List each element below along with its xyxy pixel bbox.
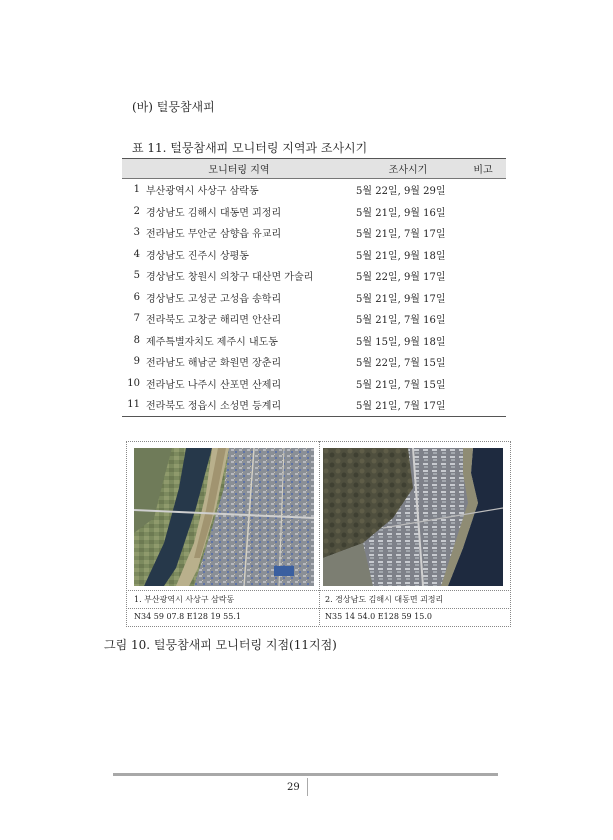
table-row (122, 394, 506, 416)
row-dates: 5월 15일, 9월 18일 (356, 336, 446, 348)
row-dates: 5월 22일, 7월 15일 (356, 358, 446, 370)
table-row (122, 373, 506, 395)
figure-caption: 그림 10. 털뭉참새피 모니터링 지점(11지점) (104, 638, 337, 652)
table-row (122, 265, 506, 287)
table-row (122, 201, 506, 223)
row-remark (460, 201, 506, 223)
table-row (122, 287, 506, 309)
row-remark (460, 244, 506, 266)
row-region: 전라북도 정읍시 소성면 등계리 (146, 394, 356, 416)
table-row (122, 351, 506, 373)
row-number: 8 (133, 334, 140, 346)
satellite-image-samrak (134, 448, 314, 586)
row-dates: 5월 21일, 7월 16일 (356, 315, 446, 327)
row-dates: 5월 22일, 9월 17일 (356, 272, 446, 284)
row-number: 1 (133, 184, 140, 196)
row-dates: 5월 21일, 7월 15일 (356, 379, 446, 391)
panel-1-label: 1. 부산광역시 사상구 삼락동 (134, 595, 235, 604)
panel-1-coords: N34 59 07.8 E128 19 55.1 (134, 612, 241, 621)
page-number: 29 (287, 782, 300, 793)
figure-divider (126, 590, 509, 591)
row-region: 경상남도 김해시 대동면 괴정리 (146, 207, 282, 219)
row-number: 4 (133, 248, 140, 260)
table-row (122, 330, 506, 352)
row-dates: 5월 21일, 9월 16일 (356, 207, 446, 219)
row-remark (460, 373, 506, 395)
row-dates: 5월 22일, 9월 29일 (356, 186, 446, 198)
row-region: 제주특별자치도 제주시 내도동 (146, 336, 278, 348)
row-remark (460, 351, 506, 373)
row-remark (460, 330, 506, 352)
row-number: 11 (122, 394, 146, 416)
row-number: 7 (133, 313, 140, 325)
table-header-row (122, 159, 506, 179)
monitoring-table (122, 158, 506, 417)
section-heading: (바) 털뭉참새피 (132, 100, 215, 114)
panel-2-label: 2. 경상남도 김해시 대동면 괴정리 (325, 595, 444, 604)
header-remark: 비고 (460, 159, 506, 179)
row-remark (460, 222, 506, 244)
figure-divider (319, 441, 320, 625)
row-remark (460, 394, 506, 416)
row-number: 3 (133, 227, 140, 239)
row-region: 경상남도 진주시 상평동 (146, 250, 249, 262)
row-number: 5 (133, 270, 140, 282)
table-row (122, 308, 506, 330)
row-remark (460, 308, 506, 330)
table-row (122, 179, 506, 201)
table-caption: 표 11. 털뭉참새피 모니터링 지역과 조사시기 (132, 141, 368, 155)
row-region: 경상남도 창원시 의창구 대산면 가술리 (146, 272, 314, 284)
header-dates: 조사시기 (356, 159, 460, 179)
footer-rule (113, 773, 498, 776)
header-region: 모니터링 지역 (122, 159, 356, 179)
row-remark (460, 287, 506, 309)
table-row (122, 244, 506, 266)
figure-divider (126, 608, 509, 609)
panel-2-coords: N35 14 54.0 E128 59 15.0 (325, 612, 432, 621)
footer-tick (307, 778, 308, 796)
row-remark (460, 265, 506, 287)
row-dates: 5월 21일, 9월 18일 (356, 250, 446, 262)
row-remark (460, 179, 506, 201)
row-region: 부산광역시 사상구 삼락동 (146, 186, 259, 198)
row-number: 10 (127, 377, 140, 389)
table-row (122, 222, 506, 244)
row-region: 전라북도 고창군 해리면 안산리 (146, 315, 282, 327)
row-region: 전라남도 무안군 삼향읍 유교리 (146, 229, 282, 241)
row-number: 9 (133, 356, 140, 368)
row-dates: 5월 21일, 7월 17일 (356, 394, 460, 416)
row-region: 경상남도 고성군 고성읍 송학리 (146, 293, 282, 305)
row-dates: 5월 21일, 9월 17일 (356, 293, 446, 305)
row-dates: 5월 21일, 7월 17일 (356, 229, 446, 241)
row-number: 6 (133, 291, 140, 303)
satellite-image-goejeong (323, 448, 503, 586)
row-number: 2 (133, 205, 140, 217)
row-region: 전라남도 해남군 화원면 장춘리 (146, 358, 282, 370)
row-region: 전라남도 나주시 산포면 산제리 (146, 379, 282, 391)
